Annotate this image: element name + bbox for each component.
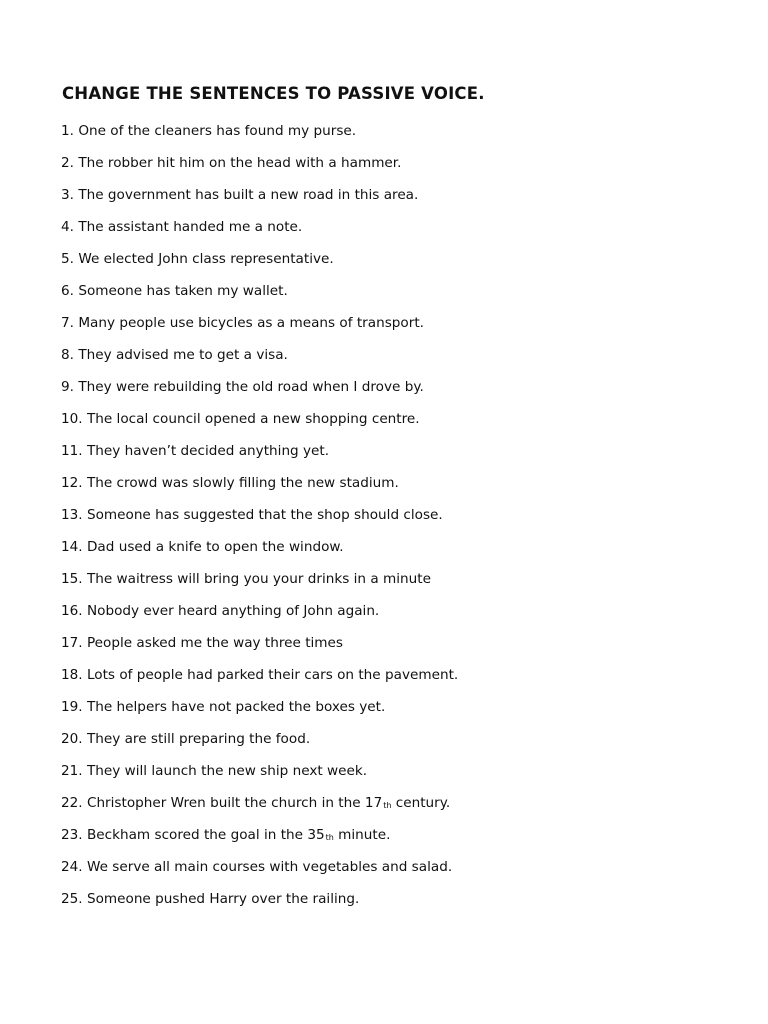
sentence-item <box>61 153 458 185</box>
sentence-text: One of the cleaners has found my purse. <box>78 123 357 139</box>
sentence-text: The waitress will bring you your drinks in a minute <box>86 571 431 587</box>
sentence-item <box>61 441 458 473</box>
sentence-number: 3. <box>61 187 74 203</box>
sentence-text: The robber hit him on the head with a hammer. <box>78 155 402 171</box>
sentence-number: 13. <box>61 507 83 523</box>
sentence-item <box>61 537 458 569</box>
sentence-number: 23. <box>61 827 83 843</box>
sentence-number: 17. <box>61 635 83 651</box>
sentence-text: They are still preparing the food. <box>86 731 311 747</box>
sentence-item <box>61 345 458 377</box>
sentence-number: 4. <box>61 219 74 235</box>
sentence-item <box>61 121 458 153</box>
sentence-item <box>61 185 458 217</box>
sentence-number: 9. <box>61 379 74 395</box>
sentence-text: Someone has suggested that the shop should close. <box>86 507 443 523</box>
sentence-text: They will launch the new ship next week. <box>86 763 368 779</box>
sentence-text: We serve all main courses with vegetables and salad. <box>86 859 453 875</box>
sentence-number: 1. <box>61 123 74 139</box>
sentence-text: Someone pushed Harry over the railing. <box>86 891 360 907</box>
sentence-item <box>61 793 458 825</box>
sentence-item <box>61 313 458 345</box>
sentence-text: Dad used a knife to open the window. <box>86 539 344 555</box>
sentence-text: Many people use bicycles as a means of transport. <box>78 315 424 331</box>
sentence-text: Lots of people had parked their cars on the pavement. <box>86 667 459 683</box>
sentence-list <box>61 121 458 921</box>
sentence-item <box>61 217 458 249</box>
sentence-item <box>61 505 458 537</box>
sentence-text: Someone has taken my wallet. <box>78 283 288 299</box>
sentence-number: 15. <box>61 571 83 587</box>
sentence-number: 6. <box>61 283 74 299</box>
sentence-number: 18. <box>61 667 83 683</box>
sentence-item <box>61 409 458 441</box>
sentence-text: The local council opened a new shopping centre. <box>86 411 420 427</box>
sentence-number: 11. <box>61 443 83 459</box>
sentence-text: They advised me to get a visa. <box>78 347 288 363</box>
sentence-text: Beckham scored the goal in the 35 <box>86 827 325 843</box>
sentence-text: Christopher Wren built the church in the 17 <box>86 795 383 811</box>
sentence-text-end: century. <box>391 795 451 811</box>
sentence-item <box>61 473 458 505</box>
sentence-number: 7. <box>61 315 74 331</box>
sentence-number: 25. <box>61 891 83 907</box>
sentence-number: 5. <box>61 251 74 267</box>
sentence-text: The assistant handed me a note. <box>78 219 303 235</box>
sentence-text: Nobody ever heard anything of John again. <box>86 603 380 619</box>
sentence-text-end: minute. <box>333 827 391 843</box>
sentence-item <box>61 377 458 409</box>
sentence-item <box>61 249 458 281</box>
sentence-item <box>61 665 458 697</box>
sentence-number: 22. <box>61 795 83 811</box>
sentence-number: 10. <box>61 411 83 427</box>
sentence-number: 24. <box>61 859 83 875</box>
sentence-number: 12. <box>61 475 83 491</box>
sentence-number: 8. <box>61 347 74 363</box>
sentence-item <box>61 825 458 857</box>
sentence-text: We elected John class representative. <box>78 251 334 267</box>
sentence-text: People asked me the way three times <box>86 635 343 651</box>
sentence-number: 21. <box>61 763 83 779</box>
sentence-item <box>61 889 458 921</box>
worksheet-title: CHANGE THE SENTENCES TO PASSIVE VOICE. <box>62 84 485 103</box>
sentence-item <box>61 633 458 665</box>
sentence-number: 2. <box>61 155 74 171</box>
sentence-item <box>61 601 458 633</box>
sentence-item <box>61 761 458 793</box>
sentence-text: The government has built a new road in this area. <box>78 187 419 203</box>
sentence-text: They were rebuilding the old road when I drove by. <box>78 379 424 395</box>
sentence-number: 20. <box>61 731 83 747</box>
ordinal-suffix: th <box>325 833 334 842</box>
sentence-text: The crowd was slowly filling the new stadium. <box>86 475 399 491</box>
sentence-text: The helpers have not packed the boxes yet. <box>86 699 386 715</box>
sentence-number: 19. <box>61 699 83 715</box>
sentence-item <box>61 281 458 313</box>
sentence-number: 14. <box>61 539 83 555</box>
sentence-item <box>61 729 458 761</box>
sentence-item <box>61 697 458 729</box>
sentence-number: 16. <box>61 603 83 619</box>
sentence-item <box>61 569 458 601</box>
sentence-text: They haven’t decided anything yet. <box>86 443 330 459</box>
sentence-item <box>61 857 458 889</box>
ordinal-suffix: th <box>383 801 392 810</box>
